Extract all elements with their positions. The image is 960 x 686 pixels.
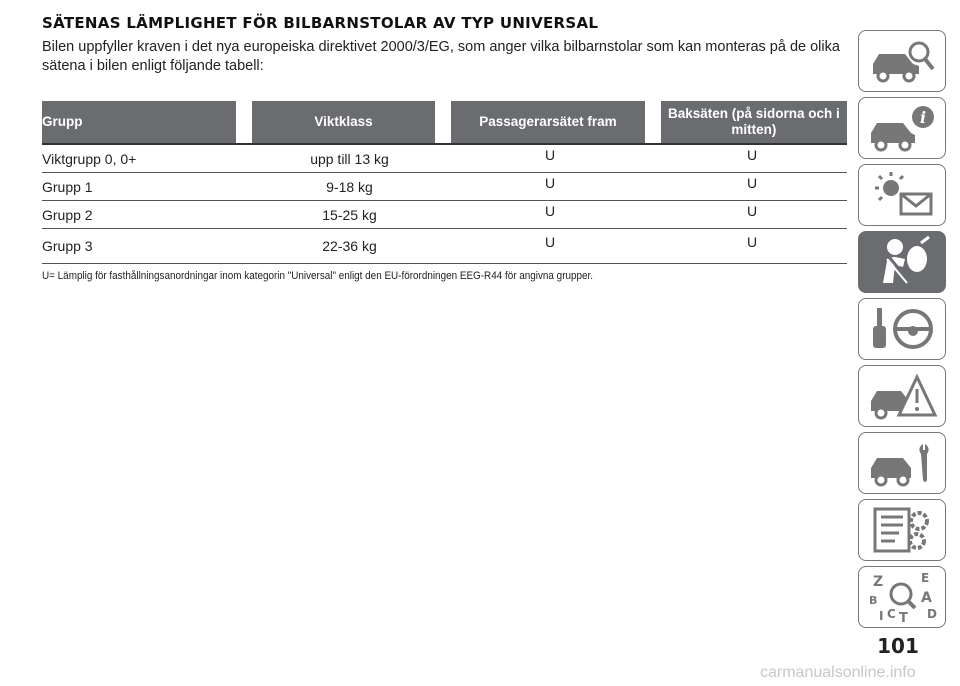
svg-text:i: i (919, 108, 927, 127)
chapter-tab-knowing[interactable] (858, 97, 946, 159)
svg-text:E: E (921, 571, 930, 585)
cell-bak: U (746, 202, 758, 219)
cell-fram: U (544, 234, 556, 250)
warning-light-message-icon (865, 170, 939, 220)
seat-belt-airbag-icon (865, 235, 939, 289)
car-wrench-icon (865, 438, 939, 488)
cell-viktklass: upp till 13 kg (310, 150, 389, 167)
cell-fram: U (544, 202, 556, 219)
svg-text:Z: Z (873, 574, 884, 590)
cell-fram: U (544, 146, 556, 163)
cell-viktklass: 15-25 kg (322, 206, 377, 223)
cell-grupp: Viktgrupp 0, 0+ (42, 150, 137, 167)
cell-bak: U (746, 174, 758, 191)
cell-viktklass: 9-18 kg (326, 178, 373, 195)
cell-grupp: Grupp 1 (42, 178, 93, 195)
cell-bak: U (746, 234, 758, 250)
cell-fram: U (544, 174, 556, 191)
specifications-gear-icon (865, 505, 939, 555)
table-row (42, 145, 847, 173)
car-info-icon (865, 103, 939, 153)
header-grupp: Grupp (42, 101, 236, 143)
key-steering-wheel-icon (865, 304, 939, 354)
chapter-tab-starting[interactable] (858, 298, 946, 360)
cell-grupp: Grupp 2 (42, 206, 93, 223)
cell-grupp: Grupp 3 (42, 238, 93, 254)
svg-text:T: T (899, 611, 908, 624)
chapter-tab-technical[interactable] (858, 499, 946, 561)
car-emergency-triangle-icon (865, 371, 939, 421)
chapter-tab-instruments[interactable] (858, 164, 946, 226)
chapter-tab-emergency[interactable] (858, 365, 946, 427)
svg-text:D: D (927, 607, 937, 621)
chapter-tab-vehicle[interactable] (858, 30, 946, 92)
chapter-tab-index[interactable] (858, 566, 946, 628)
svg-text:C: C (887, 607, 896, 621)
section-title: SÄTENAS LÄMPLIGHET FÖR BILBARNSTOLAR AV TYP UNIVERSAL (42, 14, 599, 32)
header-passagerarsatet-fram: Passagerarsätet fram (451, 101, 645, 143)
car-search-icon (865, 36, 939, 86)
table-row (42, 173, 847, 201)
table-row (42, 229, 847, 264)
chapter-tab-maintenance[interactable] (858, 432, 946, 494)
svg-text:A: A (921, 590, 932, 606)
header-viktklass: Viktklass (252, 101, 435, 143)
chapter-sidebar (858, 30, 950, 633)
alphabetical-index-icon (865, 570, 939, 624)
header-baksaten: Baksäten (på sidorna och i mitten) (661, 101, 847, 143)
table-header (42, 101, 847, 143)
svg-text:B: B (869, 594, 878, 607)
table-row (42, 201, 847, 229)
watermark: carmanualsonline.info (760, 664, 916, 681)
page-number: 101 (877, 634, 919, 658)
cell-viktklass: 22-36 kg (322, 238, 377, 254)
svg-text:I: I (879, 609, 884, 623)
table-footnote: U= Lämplig för fasthållningsanordningar inom kategorin "Universal" enligt den EU-förordningen EEG-R44 för angivna grupper. (42, 270, 594, 282)
child-seat-table (42, 101, 847, 264)
chapter-tab-safety[interactable] (858, 231, 946, 293)
cell-bak: U (746, 146, 758, 163)
intro-paragraph: Bilen uppfyller kraven i det nya europeiska direktivet 2000/3/EG, som anger vilka bilbarnstolar som kan monteras på de olika sätena i bilen enligt följande tabell: (42, 39, 840, 74)
